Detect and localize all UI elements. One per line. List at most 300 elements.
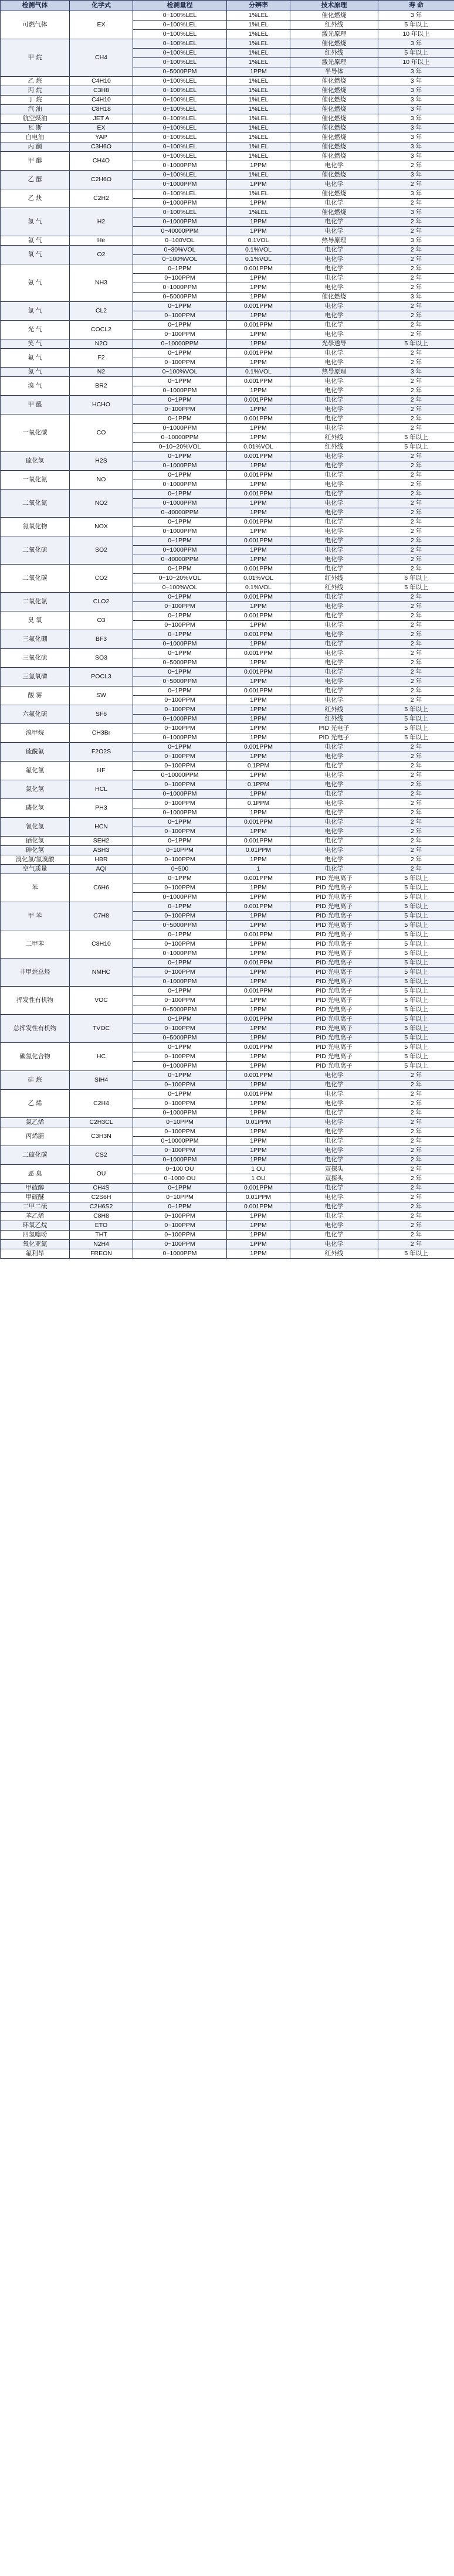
cell-resolution: 0.001PPM [227, 902, 290, 912]
cell-technology: PID 光电离子 [290, 1015, 378, 1024]
cell-formula: C4H10 [70, 96, 133, 105]
cell-gas-name: 苯 [1, 874, 70, 902]
cell-lifetime: 2 年 [378, 687, 454, 696]
cell-lifetime: 5 年以上 [378, 1043, 454, 1052]
cell-range: 0~1PPM [133, 1043, 227, 1052]
cell-resolution: 1PPM [227, 808, 290, 818]
table-row [1, 1090, 454, 1099]
table-row [1, 39, 454, 49]
cell-formula: JET A [70, 114, 133, 124]
cell-resolution: 1PPM [227, 733, 290, 743]
cell-lifetime: 5 年以上 [378, 1034, 454, 1043]
cell-resolution: 1 [227, 865, 290, 874]
cell-range: 0~1PPM [133, 471, 227, 480]
cell-lifetime: 2 年 [378, 611, 454, 621]
cell-resolution: 1PPM [227, 1109, 290, 1118]
cell-range: 0~40000PPM [133, 508, 227, 518]
cell-range: 0~10000PPM [133, 339, 227, 349]
cell-lifetime: 2 年 [378, 658, 454, 668]
cell-technology: PID 光电离子 [290, 874, 378, 883]
cell-technology: 催化燃烧 [290, 86, 378, 96]
cell-lifetime: 3 年 [378, 236, 454, 246]
cell-range: 0~1PPM [133, 687, 227, 696]
cell-formula: BF3 [70, 630, 133, 649]
cell-formula: H2 [70, 208, 133, 236]
cell-technology: PID 光电离子 [290, 1043, 378, 1052]
cell-technology: 催化燃烧 [290, 133, 378, 142]
cell-resolution: 0.1%VOL [227, 368, 290, 377]
cell-lifetime: 2 年 [378, 1080, 454, 1090]
cell-resolution: 0.001PPM [227, 687, 290, 696]
cell-formula: C2H2 [70, 189, 133, 208]
cell-lifetime: 5 年以上 [378, 883, 454, 893]
cell-range: 0~100PPM [133, 724, 227, 733]
cell-gas-name: 乙 烷 [1, 77, 70, 86]
cell-technology: 电化学 [290, 283, 378, 293]
cell-resolution: 1PPM [227, 555, 290, 565]
cell-resolution: 1PPM [227, 968, 290, 977]
cell-formula: NO2 [70, 490, 133, 518]
cell-lifetime: 2 年 [378, 818, 454, 827]
cell-resolution: 1PPM [227, 715, 290, 724]
cell-resolution: 1%LEL [227, 152, 290, 161]
cell-technology: 电化学 [290, 602, 378, 611]
table-row [1, 930, 454, 940]
cell-lifetime: 2 年 [378, 865, 454, 874]
cell-technology: 电化学 [290, 1071, 378, 1080]
cell-lifetime: 5 年以上 [378, 1015, 454, 1024]
cell-technology: PID 光电离子 [290, 893, 378, 902]
cell-technology: 电化学 [290, 199, 378, 208]
cell-technology: 电化学 [290, 536, 378, 546]
cell-resolution: 1%LEL [227, 189, 290, 199]
table-header-row [1, 1, 454, 11]
cell-technology: 催化燃烧 [290, 124, 378, 133]
cell-technology: 电化学 [290, 855, 378, 865]
cell-technology: 电化学 [290, 218, 378, 227]
cell-technology: PID 光电离子 [290, 949, 378, 959]
cell-resolution: 1PPM [227, 527, 290, 536]
cell-lifetime: 2 年 [378, 565, 454, 574]
cell-range: 0~10~20%VOL [133, 443, 227, 452]
cell-formula: VOC [70, 987, 133, 1015]
cell-technology: 催化燃烧 [290, 152, 378, 161]
cell-range: 0~100PPM [133, 752, 227, 762]
cell-lifetime: 5 年以上 [378, 705, 454, 715]
cell-lifetime: 2 年 [378, 1071, 454, 1080]
cell-resolution: 1 OU [227, 1174, 290, 1184]
cell-technology: PID 光电离子 [290, 977, 378, 987]
cell-range: 0~100%LEL [133, 105, 227, 114]
cell-gas-name: 笑 气 [1, 339, 70, 349]
table-row [1, 1249, 454, 1259]
cell-range: 0~5000PPM [133, 1005, 227, 1015]
cell-formula: CS2 [70, 1146, 133, 1165]
cell-gas-name: 汽 油 [1, 105, 70, 114]
cell-resolution: 1PPM [227, 1240, 290, 1249]
cell-technology: 半导体 [290, 67, 378, 77]
cell-technology: PID 光电离子 [290, 1024, 378, 1034]
table-row [1, 855, 454, 865]
cell-range: 0~1PPM [133, 649, 227, 658]
cell-technology: 电化学 [290, 696, 378, 705]
header-formula: 化学式 [70, 1, 133, 11]
cell-range: 0~100PPM [133, 780, 227, 790]
cell-gas-name: 甲 烷 [1, 39, 70, 77]
cell-lifetime: 2 年 [378, 264, 454, 274]
cell-resolution: 1PPM [227, 405, 290, 414]
cell-resolution: 0.01PPM [227, 1118, 290, 1127]
cell-resolution: 0.001PPM [227, 611, 290, 621]
cell-lifetime: 5 年以上 [378, 1062, 454, 1071]
cell-range: 0~100PPM [133, 358, 227, 368]
cell-lifetime: 5 年以上 [378, 1052, 454, 1062]
cell-range: 0~100%LEL [133, 208, 227, 218]
cell-resolution: 1PPM [227, 855, 290, 865]
cell-formula: NOX [70, 518, 133, 536]
cell-range: 0~1PPM [133, 959, 227, 968]
cell-range: 0~100%LEL [133, 114, 227, 124]
cell-lifetime: 2 年 [378, 1137, 454, 1146]
cell-formula: TVOC [70, 1015, 133, 1043]
cell-technology: 双探头 [290, 1165, 378, 1174]
table-row [1, 490, 454, 499]
cell-resolution: 1%LEL [227, 58, 290, 67]
cell-lifetime: 2 年 [378, 1184, 454, 1193]
cell-lifetime: 2 年 [378, 396, 454, 405]
cell-lifetime: 3 年 [378, 67, 454, 77]
cell-technology: 电化学 [290, 386, 378, 396]
cell-lifetime: 2 年 [378, 546, 454, 555]
cell-technology: 电化学 [290, 546, 378, 555]
cell-technology: 电化学 [290, 846, 378, 855]
cell-gas-name: 航空煤油 [1, 114, 70, 124]
table-row [1, 743, 454, 752]
cell-technology: 电化学 [290, 349, 378, 358]
cell-range: 0~500 [133, 865, 227, 874]
cell-lifetime: 3 年 [378, 124, 454, 133]
cell-range: 0~100PPM [133, 968, 227, 977]
cell-lifetime: 2 年 [378, 1099, 454, 1109]
cell-technology: PID 光电离子 [290, 1005, 378, 1015]
cell-range: 0~1PPM [133, 1015, 227, 1024]
cell-technology: 电化学 [290, 630, 378, 640]
cell-range: 0~10~20%VOL [133, 574, 227, 583]
cell-resolution: 1PPM [227, 1080, 290, 1090]
cell-range: 0~1PPM [133, 668, 227, 677]
table-row [1, 799, 454, 808]
table-row [1, 846, 454, 855]
cell-range: 0~1PPM [133, 490, 227, 499]
cell-lifetime: 2 年 [378, 790, 454, 799]
cell-resolution: 0.001PPM [227, 1090, 290, 1099]
cell-resolution: 0.001PPM [227, 930, 290, 940]
cell-technology: PID 光电离子 [290, 987, 378, 996]
cell-gas-name: 碳氢化合物 [1, 1043, 70, 1071]
table-row [1, 1231, 454, 1240]
cell-resolution: 0.1%VOL [227, 583, 290, 593]
cell-technology: 红外线 [290, 433, 378, 443]
cell-technology: 电化学 [290, 1202, 378, 1212]
cell-range: 0~1PPM [133, 452, 227, 461]
cell-range: 0~1000PPM [133, 893, 227, 902]
cell-range: 0~1PPM [133, 902, 227, 912]
cell-resolution: 1%LEL [227, 49, 290, 58]
cell-formula: SO3 [70, 649, 133, 668]
cell-formula: CO2 [70, 565, 133, 593]
gas-sensor-spec-table [0, 0, 454, 1259]
cell-technology: 电化学 [290, 518, 378, 527]
cell-resolution: 0.001PPM [227, 987, 290, 996]
cell-technology: 电化学 [290, 1127, 378, 1137]
table-row [1, 321, 454, 330]
cell-range: 0~1000PPM [133, 733, 227, 743]
cell-formula: THT [70, 1231, 133, 1240]
cell-lifetime: 3 年 [378, 114, 454, 124]
cell-resolution: 1PPM [227, 893, 290, 902]
cell-lifetime: 5 年以上 [378, 339, 454, 349]
cell-technology: PID 光电离子 [290, 940, 378, 949]
cell-technology: 电化学 [290, 1240, 378, 1249]
cell-lifetime: 3 年 [378, 39, 454, 49]
cell-technology: 红外线 [290, 715, 378, 724]
cell-lifetime: 2 年 [378, 677, 454, 687]
cell-lifetime: 3 年 [378, 368, 454, 377]
cell-resolution: 1PPM [227, 1137, 290, 1146]
cell-resolution: 0.001PPM [227, 1184, 290, 1193]
cell-gas-name: 硅 烷 [1, 1071, 70, 1090]
cell-lifetime: 2 年 [378, 349, 454, 358]
cell-range: 0~40000PPM [133, 227, 227, 236]
cell-range: 0~100PPM [133, 1099, 227, 1109]
cell-formula: ASH3 [70, 846, 133, 855]
cell-gas-name: 一氧化氮 [1, 471, 70, 490]
cell-resolution: 1%LEL [227, 77, 290, 86]
cell-lifetime: 2 年 [378, 490, 454, 499]
cell-lifetime: 5 年以上 [378, 996, 454, 1005]
cell-technology: 电化学 [290, 555, 378, 565]
cell-range: 0~100PPM [133, 1231, 227, 1240]
table-row [1, 339, 454, 349]
cell-resolution: 0.001PPM [227, 874, 290, 883]
cell-technology: 电化学 [290, 1080, 378, 1090]
cell-range: 0~1PPM [133, 1184, 227, 1193]
cell-formula: F2 [70, 349, 133, 368]
cell-lifetime: 5 年以上 [378, 715, 454, 724]
cell-range: 0~1PPM [133, 1071, 227, 1080]
cell-resolution: 0.001PPM [227, 837, 290, 846]
cell-formula: CH4O [70, 152, 133, 171]
cell-technology: 电化学 [290, 565, 378, 574]
cell-range: 0~5000PPM [133, 677, 227, 687]
cell-technology: PID 光电离子 [290, 912, 378, 921]
table-row [1, 518, 454, 527]
cell-lifetime: 2 年 [378, 218, 454, 227]
cell-range: 0~1000PPM [133, 480, 227, 490]
cell-resolution: 1%LEL [227, 133, 290, 142]
cell-lifetime: 5 年以上 [378, 433, 454, 443]
cell-technology: 电化学 [290, 1212, 378, 1221]
cell-resolution: 0.001PPM [227, 349, 290, 358]
cell-resolution: 0.001PPM [227, 471, 290, 480]
cell-resolution: 0.001PPM [227, 649, 290, 658]
cell-gas-name: 臭 氧 [1, 611, 70, 630]
cell-technology: 电化学 [290, 611, 378, 621]
cell-lifetime: 2 年 [378, 321, 454, 330]
cell-technology: 催化燃烧 [290, 293, 378, 302]
cell-gas-name: 二氧化氯 [1, 593, 70, 611]
table-row [1, 414, 454, 424]
cell-technology: PID 光电离子 [290, 1052, 378, 1062]
table-row [1, 114, 454, 124]
table-row [1, 124, 454, 133]
cell-range: 0~100VOL [133, 236, 227, 246]
cell-range: 0~1PPM [133, 536, 227, 546]
cell-lifetime: 3 年 [378, 105, 454, 114]
cell-lifetime: 5 年以上 [378, 968, 454, 977]
cell-gas-name: 一氧化碳 [1, 414, 70, 452]
cell-formula: EX [70, 124, 133, 133]
cell-range: 0~1PPM [133, 1090, 227, 1099]
cell-resolution: 0.001PPM [227, 302, 290, 311]
cell-formula: HBR [70, 855, 133, 865]
table-row [1, 171, 454, 180]
cell-gas-name: 六氟化硫 [1, 705, 70, 724]
cell-lifetime: 2 年 [378, 386, 454, 396]
cell-range: 0~1000PPM [133, 790, 227, 799]
cell-lifetime: 2 年 [378, 180, 454, 189]
cell-gas-name: 乙 烯 [1, 1090, 70, 1118]
cell-lifetime: 2 年 [378, 518, 454, 527]
cell-range: 0~1000PPM [133, 527, 227, 536]
cell-lifetime: 2 年 [378, 471, 454, 480]
cell-formula: C3H6O [70, 142, 133, 152]
cell-technology: 电化学 [290, 837, 378, 846]
cell-range: 0~100PPM [133, 940, 227, 949]
cell-resolution: 0.001PPM [227, 593, 290, 602]
table-row [1, 837, 454, 846]
cell-technology: 催化燃烧 [290, 171, 378, 180]
table-row [1, 705, 454, 715]
table-row [1, 133, 454, 142]
cell-resolution: 0.001PPM [227, 518, 290, 527]
cell-range: 0~1PPM [133, 837, 227, 846]
cell-technology: 电化学 [290, 658, 378, 668]
cell-resolution: 1PPM [227, 921, 290, 930]
cell-range: 0~100PPM [133, 1221, 227, 1231]
cell-resolution: 1PPM [227, 1221, 290, 1231]
cell-formula: CH3Br [70, 724, 133, 743]
cell-technology: 电化学 [290, 180, 378, 189]
cell-lifetime: 2 年 [378, 255, 454, 264]
cell-lifetime: 3 年 [378, 96, 454, 105]
cell-formula: SIH4 [70, 1071, 133, 1090]
cell-gas-name: 四氢噻吩 [1, 1231, 70, 1240]
cell-gas-name: 挥发性有机物 [1, 987, 70, 1015]
cell-lifetime: 5 年以上 [378, 987, 454, 996]
cell-technology: PID 光电子 [290, 724, 378, 733]
cell-gas-name: 硫酰氟 [1, 743, 70, 762]
cell-technology: 电化学 [290, 621, 378, 630]
cell-lifetime: 2 年 [378, 330, 454, 339]
cell-lifetime: 5 年以上 [378, 49, 454, 58]
cell-technology: 电化学 [290, 668, 378, 677]
cell-lifetime: 2 年 [378, 358, 454, 368]
cell-technology: 双探头 [290, 1174, 378, 1184]
cell-formula: NMHC [70, 959, 133, 987]
cell-gas-name: 二氧化碳 [1, 565, 70, 593]
cell-range: 0~40000PPM [133, 555, 227, 565]
table-row [1, 208, 454, 218]
cell-gas-name: 甲硫醚 [1, 1193, 70, 1202]
cell-range: 0~100PPM [133, 827, 227, 837]
cell-technology: 催化燃烧 [290, 142, 378, 152]
table-row [1, 1202, 454, 1212]
cell-lifetime: 3 年 [378, 152, 454, 161]
table-row [1, 1221, 454, 1231]
table-row [1, 1127, 454, 1137]
cell-resolution: 1PPM [227, 1231, 290, 1240]
cell-range: 0~100PPM [133, 1212, 227, 1221]
cell-lifetime: 2 年 [378, 1202, 454, 1212]
cell-lifetime: 2 年 [378, 283, 454, 293]
cell-range: 0~100%LEL [133, 189, 227, 199]
cell-gas-name: 二氧化硫 [1, 536, 70, 565]
cell-gas-name: 三氯氧磷 [1, 668, 70, 687]
cell-gas-name: 硫化氢 [1, 452, 70, 471]
cell-technology: 电化学 [290, 490, 378, 499]
cell-technology: 电化学 [290, 311, 378, 321]
cell-range: 0~1PPM [133, 565, 227, 574]
cell-technology: PID 光电离子 [290, 959, 378, 968]
cell-resolution: 1PPM [227, 546, 290, 555]
cell-technology: 光學透导 [290, 339, 378, 349]
cell-lifetime: 2 年 [378, 649, 454, 658]
cell-formula: HCL [70, 780, 133, 799]
cell-lifetime: 5 年以上 [378, 1024, 454, 1034]
table-row [1, 452, 454, 461]
cell-technology: 电化学 [290, 1231, 378, 1240]
cell-technology: 电化学 [290, 1146, 378, 1156]
cell-lifetime: 3 年 [378, 77, 454, 86]
cell-lifetime: 2 年 [378, 855, 454, 865]
cell-range: 0~1PPM [133, 414, 227, 424]
table-row [1, 1184, 454, 1193]
cell-formula: CH4S [70, 1184, 133, 1193]
cell-range: 0~1000PPM [133, 424, 227, 433]
cell-formula: OU [70, 1165, 133, 1184]
cell-lifetime: 6 年以上 [378, 574, 454, 583]
table-row [1, 874, 454, 883]
cell-lifetime: 5 年以上 [378, 1249, 454, 1259]
cell-formula: SW [70, 687, 133, 705]
cell-technology: 电化学 [290, 790, 378, 799]
cell-resolution: 0.1PPM [227, 780, 290, 790]
cell-gas-name: 恶 臭 [1, 1165, 70, 1184]
cell-resolution: 1PPM [227, 1156, 290, 1165]
cell-technology: 电化学 [290, 808, 378, 818]
cell-resolution: 1PPM [227, 339, 290, 349]
cell-formula: C3H3N [70, 1127, 133, 1146]
cell-technology: 电化学 [290, 161, 378, 171]
cell-range: 0~100PPM [133, 1127, 227, 1137]
cell-technology: 电化学 [290, 752, 378, 762]
cell-range: 0~100%LEL [133, 58, 227, 67]
cell-range: 0~100PPM [133, 1024, 227, 1034]
cell-gas-name: 氯 气 [1, 302, 70, 321]
cell-range: 0~100%LEL [133, 21, 227, 30]
cell-formula: CH4 [70, 39, 133, 77]
